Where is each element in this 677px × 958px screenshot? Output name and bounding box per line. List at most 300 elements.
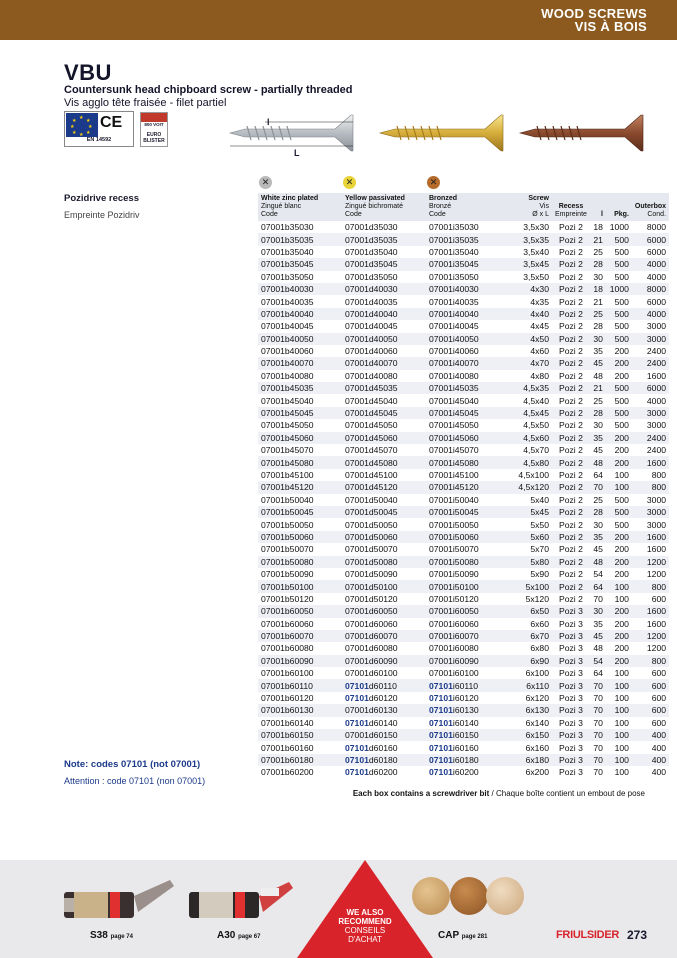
table-row xyxy=(258,333,669,345)
thread-length-cell: 28 xyxy=(593,321,603,332)
yellow-code-cell: 07001d60130 xyxy=(342,704,426,716)
bronze-code-cell: 07101i60120 xyxy=(429,693,479,704)
yellow-code-cell: 07001d40060 xyxy=(345,346,398,357)
cap-brown-icon xyxy=(450,877,488,915)
thread-length-cell: 45 xyxy=(593,544,603,555)
screw-size-cell: 3,5x30 xyxy=(523,222,549,233)
table-row xyxy=(258,642,669,654)
bronze-code-cell: 07001i35045 xyxy=(426,258,510,270)
thread-length-cell: 64 xyxy=(593,470,603,480)
yellow-code-cell: 07001d35035 xyxy=(342,233,426,245)
recess-cell: Pozi 3 xyxy=(552,630,590,642)
package-cell: 500 xyxy=(606,407,632,419)
table-row xyxy=(258,456,669,468)
thread-length-cell: 45 xyxy=(593,445,603,456)
white-code-cell: 07001b60140 xyxy=(261,717,314,728)
table-row xyxy=(258,382,669,394)
cap-beige-icon xyxy=(412,877,450,915)
screw-size-cell: 5x80 xyxy=(510,556,552,568)
table-row xyxy=(258,679,669,691)
table-row xyxy=(258,618,669,630)
table-row xyxy=(258,345,669,357)
note-fr: Attention : code 07101 (non 07001) xyxy=(64,776,206,786)
white-code-cell: 07001b50100 xyxy=(258,580,342,592)
yellow-code-cell: 07001d50060 xyxy=(342,531,426,543)
recess-cell: Pozi 2 xyxy=(559,494,583,505)
yellow-code-cell: 07101d60160 xyxy=(345,742,398,753)
yellow-code-cell: 07001d45035 xyxy=(342,382,426,394)
package-cell: 100 xyxy=(606,679,632,691)
package-cell: 100 xyxy=(614,668,629,679)
white-code-cell: 07001b40040 xyxy=(258,308,342,320)
product-subtitle-fr: Vis agglo tête fraisée - filet partiel xyxy=(64,97,227,109)
thread-length-cell: 70 xyxy=(593,742,603,753)
package-cell: 500 xyxy=(614,420,629,431)
screw-size-cell: 5x50 xyxy=(530,519,549,530)
yellow-code-cell: 07001d40040 xyxy=(342,308,426,320)
table-row xyxy=(258,494,669,506)
recess-cell: Pozi 3 xyxy=(559,693,583,704)
white-code-cell: 07001b50060 xyxy=(258,531,342,543)
white-code-cell: 07001b60130 xyxy=(258,704,342,716)
screw-illustration xyxy=(225,112,665,158)
package-cell: 100 xyxy=(614,693,629,704)
dimension-l-label: l xyxy=(267,117,270,127)
outerbox-cell: 4000 xyxy=(632,308,669,320)
recess-cell: Pozi 2 xyxy=(559,346,583,357)
package-cell: 500 xyxy=(606,382,632,394)
thread-length-cell: 70 xyxy=(590,679,606,691)
screw-size-cell: 4,5x45 xyxy=(510,407,552,419)
recess-cell: Pozi 2 xyxy=(552,333,590,345)
thread-length-cell: 30 xyxy=(590,605,606,617)
thread-length-cell: 30 xyxy=(593,420,603,431)
bronze-code-cell: 07001i40070 xyxy=(426,357,510,369)
table-row xyxy=(258,630,669,642)
thread-length-cell: 70 xyxy=(593,717,603,728)
yellow-code-cell: 07001d50100 xyxy=(342,580,426,592)
recess-cell: Pozi 2 xyxy=(559,246,583,257)
yellow-code-cell: 07001d35050 xyxy=(345,271,398,282)
yellow-code-cell: 07001d40030 xyxy=(342,283,426,295)
bronze-code-cell: 07001i45045 xyxy=(426,407,510,419)
white-code-cell: 07001b50090 xyxy=(261,569,314,580)
table-row xyxy=(258,357,669,369)
table-row xyxy=(258,667,669,679)
yellow-screw-icon xyxy=(380,115,503,151)
yellow-code-cell: 07001d40070 xyxy=(342,357,426,369)
bronze-code-cell: 07001i40035 xyxy=(429,296,479,307)
thread-length-cell: 25 xyxy=(590,308,606,320)
screw-size-cell: 4x45 xyxy=(530,321,549,332)
recess-cell: Pozi 2 xyxy=(552,531,590,543)
outerbox-cell: 6000 xyxy=(632,382,669,394)
product-table xyxy=(258,193,669,779)
outerbox-cell: 1600 xyxy=(646,544,667,555)
outerbox-cell: 4000 xyxy=(646,395,667,406)
recess-cell: Pozi 2 xyxy=(559,222,583,233)
table-row xyxy=(258,766,669,778)
thread-length-cell: 30 xyxy=(593,519,603,530)
thread-length-cell: 48 xyxy=(593,370,603,381)
recess-cell: Pozi 3 xyxy=(559,618,583,629)
thread-length-cell: 21 xyxy=(590,382,606,394)
table-row xyxy=(258,221,669,233)
bronze-code-cell: 07001i35050 xyxy=(429,271,479,282)
ce-certification-badge xyxy=(64,111,134,147)
yellow-code-cell: 07001d60100 xyxy=(345,668,398,679)
white-code-cell: 07001b40045 xyxy=(261,321,314,332)
header-title-en: WOOD SCREWS xyxy=(541,6,647,21)
screw-size-cell: 6x60 xyxy=(530,618,549,629)
package-cell: 100 xyxy=(606,704,632,716)
thread-length-cell: 28 xyxy=(590,258,606,270)
bronze-code-cell: 07001i40030 xyxy=(426,283,510,295)
thread-length-cell: 25 xyxy=(593,395,603,406)
outerbox-cell: 600 xyxy=(632,679,669,691)
package-cell: 200 xyxy=(614,643,629,654)
col-bronze-header: Bronzed Bronzé Code xyxy=(426,193,510,221)
table-row xyxy=(258,717,669,729)
s38-link[interactable]: S38 page 74 xyxy=(90,930,133,941)
thread-length-cell: 70 xyxy=(590,754,606,766)
white-code-cell: 07001b40030 xyxy=(258,283,342,295)
table-row xyxy=(258,370,669,382)
bronze-code-cell: 07001i60060 xyxy=(429,618,479,629)
yellow-code-cell: 07101d60200 xyxy=(345,767,398,778)
package-cell: 500 xyxy=(614,519,629,530)
table-row xyxy=(258,283,669,295)
white-code-cell: 07001b40080 xyxy=(261,370,314,381)
bronze-code-cell: 07001i40040 xyxy=(426,308,510,320)
package-cell: 500 xyxy=(606,258,632,270)
yellow-code-cell: 07001d45100 xyxy=(345,470,398,480)
yellow-code-cell: 07001d45080 xyxy=(342,456,426,468)
package-cell: 100 xyxy=(614,767,629,778)
col-pkg-header: Pkg. xyxy=(606,193,632,221)
screw-size-cell: 6x120 xyxy=(525,693,549,704)
yellow-code-cell: 07101d60110 xyxy=(342,679,426,691)
white-code-cell: 07001b35040 xyxy=(261,246,314,257)
recess-cell: Pozi 2 xyxy=(552,357,590,369)
screw-size-cell: 4x35 xyxy=(530,296,549,307)
yellow-code-cell: 07001d40045 xyxy=(345,321,398,332)
thread-length-cell: 35 xyxy=(590,432,606,444)
bronze-code-cell: 07101i60130 xyxy=(426,704,510,716)
screw-size-cell: 6x200 xyxy=(525,767,549,778)
bronze-code-cell: 07001i60100 xyxy=(429,668,479,679)
recess-cell: Pozi 2 xyxy=(552,308,590,320)
screw-size-cell: 5x90 xyxy=(530,569,549,580)
outerbox-cell: 400 xyxy=(651,767,667,778)
yellow-code-cell: 07101d60120 xyxy=(345,693,398,704)
recess-cell: Pozi 3 xyxy=(552,729,590,741)
screw-size-cell: 6x90 xyxy=(510,655,552,667)
table-row xyxy=(258,543,669,555)
table-row xyxy=(258,506,669,518)
screw-size-cell: 4x40 xyxy=(510,308,552,320)
table-row xyxy=(258,741,669,753)
recess-cell: Pozi 3 xyxy=(559,742,583,753)
yellow-code-cell: 07101d60140 xyxy=(345,717,398,728)
screw-size-cell: 4x30 xyxy=(510,283,552,295)
thread-length-cell: 35 xyxy=(590,531,606,543)
outerbox-cell: 3000 xyxy=(646,321,667,332)
a30-link[interactable]: A30 page 67 xyxy=(217,930,261,941)
white-code-cell: 07001b45100 xyxy=(261,470,314,480)
screw-size-cell: 6x100 xyxy=(525,668,549,679)
white-code-cell: 07001b60180 xyxy=(258,754,342,766)
table-row xyxy=(258,407,669,419)
outerbox-cell: 1200 xyxy=(632,630,669,642)
screw-size-cell: 6x140 xyxy=(525,717,549,728)
brand-logo: FRIULSIDER xyxy=(556,929,620,941)
table-body xyxy=(258,221,669,779)
white-code-cell: 07001b50040 xyxy=(261,494,314,505)
bronze-code-cell: 07101i60140 xyxy=(429,717,479,728)
outerbox-cell: 3000 xyxy=(632,333,669,345)
yellow-code-cell: 07101d60180 xyxy=(342,754,426,766)
yellow-code-cell: 07001d50120 xyxy=(345,593,398,604)
yellow-code-cell: 07001d40050 xyxy=(342,333,426,345)
screw-size-cell: 4x50 xyxy=(510,333,552,345)
recess-cell: Pozi 2 xyxy=(559,420,583,431)
table-row xyxy=(258,655,669,667)
yellow-code-cell: 07001d60070 xyxy=(342,630,426,642)
thread-length-cell: 45 xyxy=(590,357,606,369)
package-cell: 200 xyxy=(614,445,629,456)
outerbox-cell: 6000 xyxy=(646,296,667,307)
screw-size-cell: 5x40 xyxy=(530,494,549,505)
recess-title-en: Pozidrive recess xyxy=(64,193,139,204)
thread-length-cell: 70 xyxy=(593,767,603,778)
recess-cell: Pozi 2 xyxy=(552,432,590,444)
thread-length-cell: 28 xyxy=(590,506,606,518)
recess-cell: Pozi 3 xyxy=(559,767,583,778)
thread-length-cell: 28 xyxy=(590,407,606,419)
white-code-cell: 07001b35045 xyxy=(258,258,342,270)
bronze-code-cell: 07001i40080 xyxy=(429,370,479,381)
screw-size-cell: 6x50 xyxy=(510,605,552,617)
white-code-cell: 07001b60070 xyxy=(258,630,342,642)
package-cell: 100 xyxy=(614,470,629,480)
cap-link[interactable]: CAP page 281 xyxy=(438,930,488,941)
thread-length-cell: 54 xyxy=(590,655,606,667)
col-yellow-header: Yellow passivated Zingué bichromaté Code xyxy=(342,193,426,221)
package-cell: 500 xyxy=(606,333,632,345)
package-cell: 200 xyxy=(606,556,632,568)
white-code-cell: 07001b45120 xyxy=(258,481,342,493)
outerbox-cell: 1600 xyxy=(632,605,669,617)
yellow-code-cell: 07001d45060 xyxy=(342,432,426,444)
ce-mark-icon: CE xyxy=(100,114,123,131)
thread-length-cell: 48 xyxy=(590,556,606,568)
bronze-code-cell: 07001i35035 xyxy=(426,233,510,245)
yellow-code-cell: 07001d50070 xyxy=(345,544,398,555)
yellow-code-cell: 07001d50050 xyxy=(345,519,398,530)
recess-cell: Pozi 2 xyxy=(559,569,583,580)
screw-size-cell: 4,5x70 xyxy=(523,445,549,456)
euro-blister-label: EURO BLISTER xyxy=(143,132,165,144)
table-row xyxy=(258,295,669,307)
yellow-code-cell: 07001d50080 xyxy=(342,556,426,568)
bronze-code-cell: 07001i50080 xyxy=(426,556,510,568)
header-title-fr: VIS À BOIS xyxy=(574,19,647,34)
bronze-code-cell: 07001i45050 xyxy=(429,420,479,431)
table-row xyxy=(258,246,669,258)
eu-flag-icon: ★ ★ ★ ★ ★ ★ ★ ★ xyxy=(66,113,98,137)
bronze-code-cell: 07001i45035 xyxy=(426,382,510,394)
white-code-cell: 07001b45040 xyxy=(261,395,314,406)
bronze-code-cell: 07001i40050 xyxy=(426,333,510,345)
bronze-code-cell: 07001i60080 xyxy=(429,643,479,654)
recess-cell: Pozi 2 xyxy=(559,395,583,406)
recess-cell: Pozi 2 xyxy=(559,321,583,332)
white-code-cell: 07001b45045 xyxy=(258,407,342,419)
thread-length-cell: 30 xyxy=(593,271,603,282)
table-row xyxy=(258,308,669,320)
screw-size-cell: 3,5x40 xyxy=(523,246,549,257)
bronze-code-cell: 07101i60200 xyxy=(429,767,479,778)
package-cell: 100 xyxy=(614,742,629,753)
col-white-header: White zinc plated Zingué blanc Code xyxy=(258,193,342,221)
outerbox-cell: 1600 xyxy=(646,618,667,629)
table-row xyxy=(258,754,669,766)
outerbox-cell: 3000 xyxy=(632,407,669,419)
recess-cell: Pozi 2 xyxy=(552,456,590,468)
package-cell: 500 xyxy=(614,321,629,332)
yellow-code-cell: 07001d35040 xyxy=(345,246,398,257)
bronze-code-cell: 07001i45070 xyxy=(429,445,479,456)
thread-length-cell: 45 xyxy=(590,630,606,642)
table-row xyxy=(258,444,669,456)
package-cell: 100 xyxy=(606,729,632,741)
package-cell: 200 xyxy=(614,346,629,357)
table-row xyxy=(258,531,669,543)
white-code-cell: 07001b45060 xyxy=(258,432,342,444)
header-bar xyxy=(0,0,677,40)
screw-size-cell: 6x130 xyxy=(510,704,552,716)
outerbox-cell: 1600 xyxy=(632,531,669,543)
thread-length-cell: 35 xyxy=(593,618,603,629)
screw-size-cell: 6x150 xyxy=(510,729,552,741)
screw-size-cell: 4,5x50 xyxy=(523,420,549,431)
package-cell: 500 xyxy=(614,494,629,505)
package-cell: 1000 xyxy=(606,283,632,295)
screw-size-cell: 5x70 xyxy=(530,544,549,555)
col-recess-header: Recess Empreinte xyxy=(552,193,590,221)
bronze-code-cell: 07001i60090 xyxy=(426,655,510,667)
table-footnote: Each box contains a screwdriver bit / Chaque boîte contient un embout de pose xyxy=(352,789,645,798)
recess-cell: Pozi 2 xyxy=(552,481,590,493)
bronze-code-cell: 07001i45100 xyxy=(429,470,479,480)
thread-length-cell: 54 xyxy=(593,569,603,580)
bronze-code-cell: 07001i35030 xyxy=(429,222,479,233)
package-cell: 200 xyxy=(614,618,629,629)
recess-cell: Pozi 3 xyxy=(559,643,583,654)
table-row xyxy=(258,432,669,444)
screw-size-cell: 4,5x40 xyxy=(523,395,549,406)
white-code-cell: 07001b35030 xyxy=(261,222,314,233)
bronze-code-cell: 07001i50120 xyxy=(429,593,479,604)
outerbox-cell: 8000 xyxy=(632,283,669,295)
outerbox-cell: 800 xyxy=(632,655,669,667)
outerbox-cell: 600 xyxy=(632,704,669,716)
recess-cell: Pozi 2 xyxy=(559,470,583,480)
bronze-code-cell: 07001i50090 xyxy=(429,569,479,580)
screw-size-cell: 3,5x45 xyxy=(510,258,552,270)
screw-size-cell: 6x180 xyxy=(510,754,552,766)
thread-length-cell: 30 xyxy=(590,333,606,345)
thread-length-cell: 70 xyxy=(593,593,603,604)
recess-cell: Pozi 3 xyxy=(559,717,583,728)
recess-cell: Pozi 2 xyxy=(559,445,583,456)
a30-cartridge-icon xyxy=(185,878,303,930)
bronze-code-cell: 07001i45040 xyxy=(429,395,479,406)
white-code-cell: 07001b40050 xyxy=(258,333,342,345)
yellow-code-cell: 07001d45045 xyxy=(342,407,426,419)
screw-size-cell: 4,5x120 xyxy=(510,481,552,493)
screw-size-cell: 3,5x50 xyxy=(523,271,549,282)
outerbox-cell: 3000 xyxy=(646,519,667,530)
bronze-code-cell: 07001i50100 xyxy=(426,580,510,592)
screw-size-cell: 4x80 xyxy=(530,370,549,381)
recess-cell: Pozi 2 xyxy=(559,370,583,381)
white-code-cell: 07001b45035 xyxy=(258,382,342,394)
bronze-code-cell: 07001i45120 xyxy=(426,481,510,493)
bronze-screw-icon xyxy=(520,115,643,151)
white-code-cell: 07001b60200 xyxy=(261,767,314,778)
screw-size-cell: 4x60 xyxy=(530,346,549,357)
package-cell: 500 xyxy=(614,296,629,307)
recess-cell: Pozi 3 xyxy=(552,655,590,667)
table-row xyxy=(258,593,669,605)
outerbox-cell: 400 xyxy=(632,754,669,766)
outerbox-cell: 3000 xyxy=(632,506,669,518)
table-row xyxy=(258,729,669,741)
outerbox-cell: 4000 xyxy=(632,258,669,270)
white-code-cell: 07001b60150 xyxy=(258,729,342,741)
package-cell: 200 xyxy=(606,456,632,468)
note-en: Note: codes 07101 (not 07001) xyxy=(64,759,201,770)
yellow-code-cell: 07001d50090 xyxy=(345,569,398,580)
outerbox-cell: 400 xyxy=(632,729,669,741)
table-row xyxy=(258,692,669,704)
euro-blister-badge xyxy=(140,112,168,147)
recess-cell: Pozi 2 xyxy=(552,283,590,295)
thread-length-cell: 25 xyxy=(593,246,603,257)
outerbox-cell: 4000 xyxy=(646,271,667,282)
package-cell: 200 xyxy=(606,357,632,369)
screw-size-cell: 3,5x35 xyxy=(510,233,552,245)
bronze-code-cell: 07001i50040 xyxy=(429,494,479,505)
screw-size-cell: 6x80 xyxy=(530,643,549,654)
bronze-code-cell: 07001i50060 xyxy=(426,531,510,543)
zinc-finish-icon xyxy=(259,176,272,189)
outerbox-cell: 6000 xyxy=(646,246,667,257)
package-cell: 500 xyxy=(606,233,632,245)
bronze-code-cell: 07001i35040 xyxy=(429,246,479,257)
thread-length-cell: 64 xyxy=(590,580,606,592)
table-row xyxy=(258,258,669,270)
recess-cell: Pozi 2 xyxy=(552,506,590,518)
outerbox-cell: 600 xyxy=(651,693,667,704)
white-code-cell: 07001b40035 xyxy=(261,296,314,307)
package-cell: 100 xyxy=(614,593,629,604)
thread-length-cell: 64 xyxy=(593,668,603,679)
recess-cell: Pozi 2 xyxy=(559,544,583,555)
yellow-code-cell: 07001d40035 xyxy=(345,296,398,307)
